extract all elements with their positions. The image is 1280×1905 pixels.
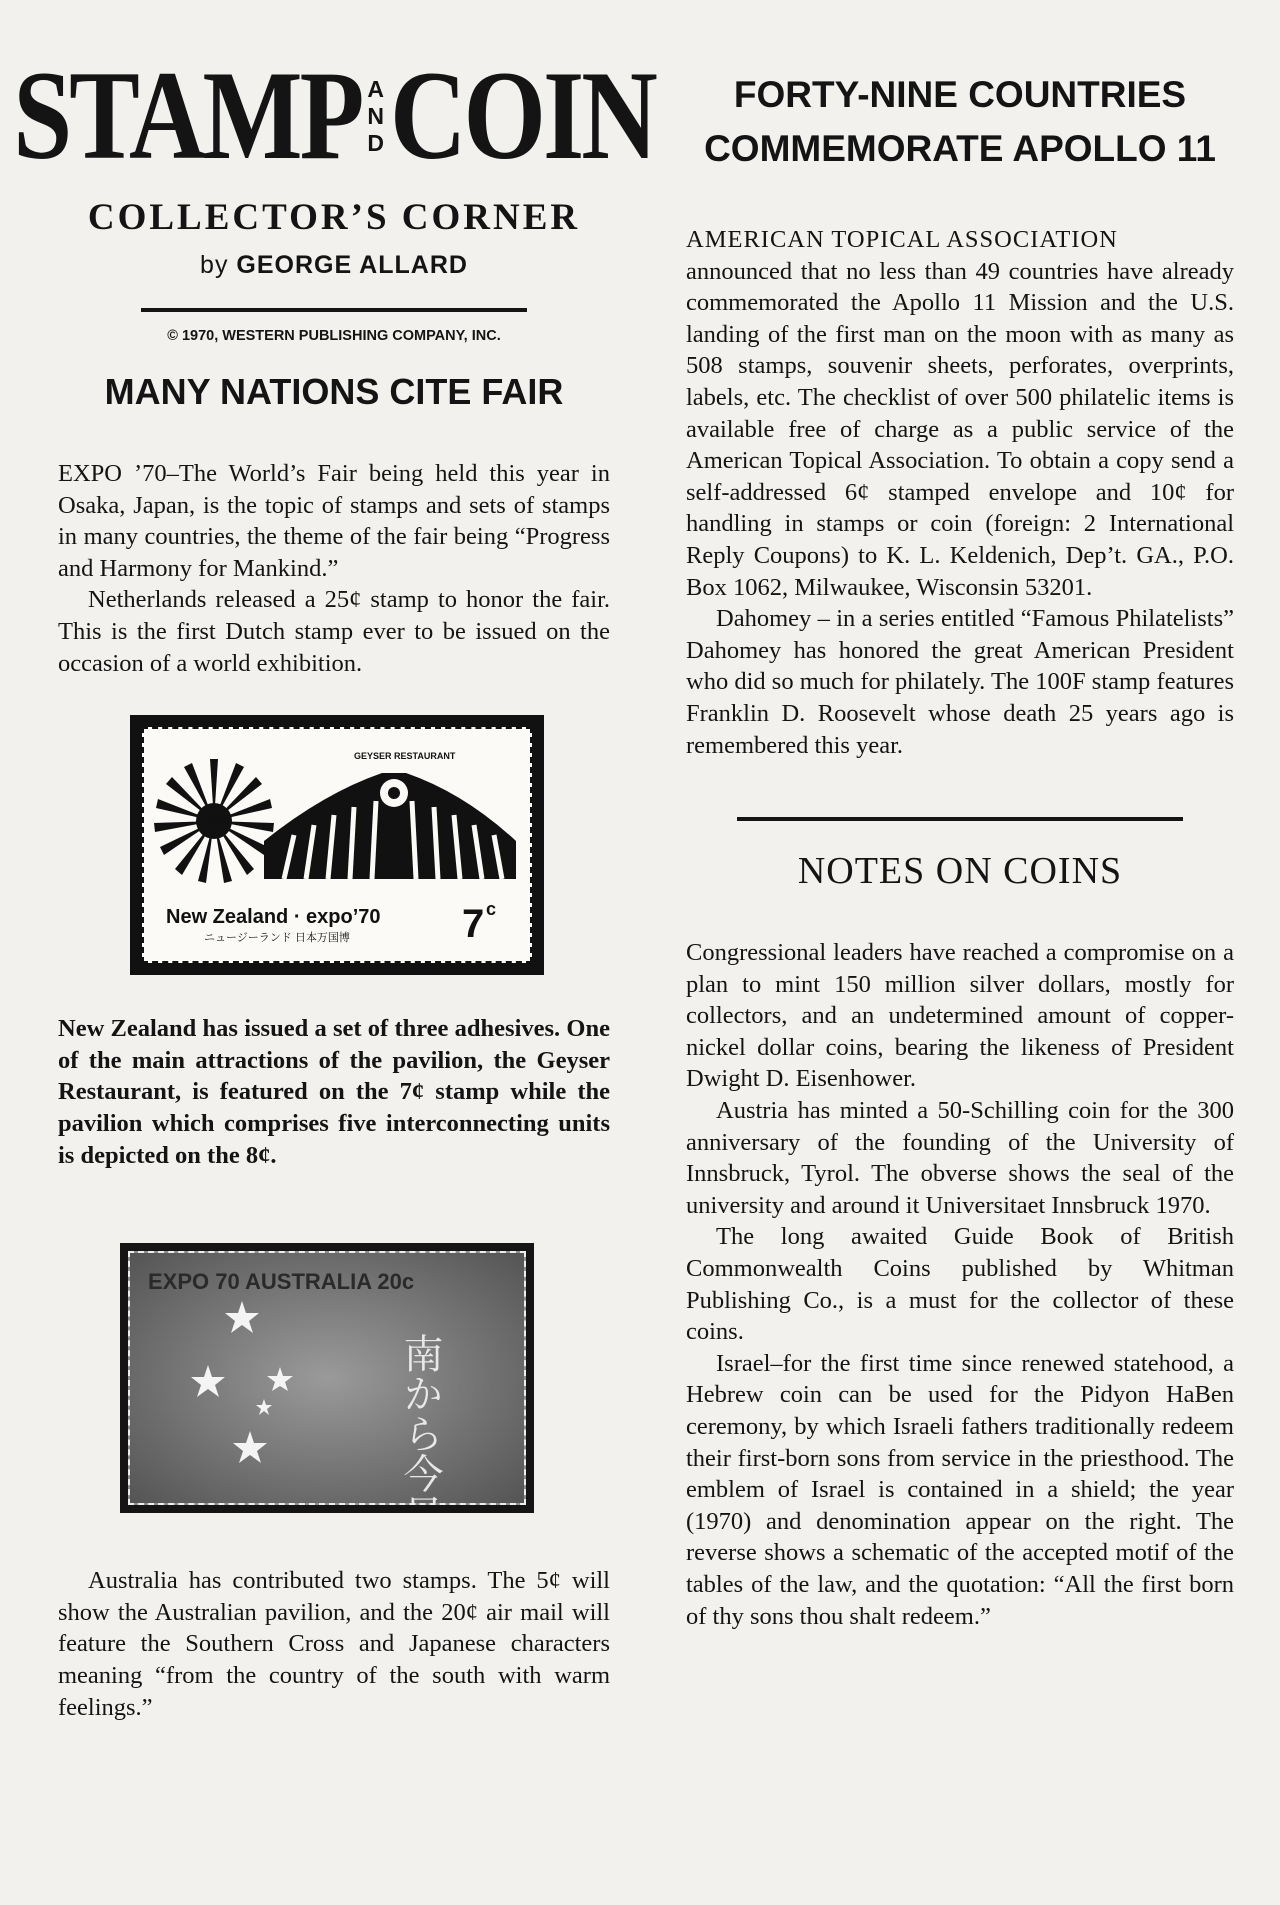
masthead-stamp: STAMP xyxy=(13,45,362,186)
paragraph-netherlands: Netherlands released a 25¢ stamp to honor the fair. This is the first Dutch stamp ever to be issued on the occasion of a world exhibition. xyxy=(58,586,610,677)
headline-coins: NOTES ON COINS xyxy=(797,850,1123,893)
byline-by: by xyxy=(200,251,229,279)
byline xyxy=(58,251,610,280)
paragraph-guide-book: The long awaited Guide Book of British Commonwealth Coins published by Whitman Publishing Co., is a must for the collector of these coins. xyxy=(686,1223,1234,1346)
paragraph-dahomey: Dahomey – in a series entitled “Famous Philatelists” Dahomey has honored the great American President who did so much for philately. The 100F stamp features Franklin D. Roosevelt whose death 25 years ago is remembered this year. xyxy=(686,605,1234,759)
paragraph-ata-lead: AMERICAN TOPICAL ASSOCIATION xyxy=(686,226,1118,253)
copyright-notice: © 1970, WESTERN PUBLISHING COMPANY, INC. xyxy=(167,328,501,344)
stamp-country-label: New Zealand · expo’70 xyxy=(166,906,381,929)
paragraph-israel: Israel–for the first time since renewed statehood, a Hebrew coin can be used for the Pidyon HaBen ceremony, by which Israeli fathers traditionally redeem their first-born sons from service in the priesthood. The emblem of Israel is contained in a shield; the year (1970) and denomination appear on the right. The reverse shows a schematic of the accepted motif of the tables of the law, and the quotation: “All the first born of thy sons thou shalt redeem.” xyxy=(686,1349,1234,1630)
stamp-japanese-label: ニュージーランド 日本万国博 xyxy=(204,932,350,945)
paragraph-australia: Australia has contributed two stamps. The 5¢ will show the Australian pavilion, and the 20¢ air mail will feature the Southern Cross and Japanese characters meaning “from the country of the south with warm feelings.” xyxy=(58,1567,610,1721)
masthead-and-n: N xyxy=(367,102,384,129)
headline-apollo-line1: FORTY-NINE COUNTRIES xyxy=(733,74,1187,115)
headline-apollo xyxy=(686,68,1234,176)
stamp-value: 7 xyxy=(462,902,485,947)
japanese-characters: 南から今日は xyxy=(398,1333,442,1504)
paragraph-austria: Austria has minted a 50-Schilling coin for the 300 anniversary of the founding of the University of Innsbruck, Tyrol. The obverse shows the seal of the university and around it Universitaet Innsbruck 1970. xyxy=(686,1097,1234,1219)
masthead-and xyxy=(367,76,384,157)
stamp-value-unit: c xyxy=(486,899,497,920)
masthead-and-d: D xyxy=(367,129,384,156)
headline-apollo-line2: COMMEMORATE APOLLO 11 xyxy=(704,128,1216,169)
sunburst-icon xyxy=(154,759,274,883)
pavilion-icon xyxy=(264,773,516,879)
left-column xyxy=(13,45,655,1723)
paragraph-new-zealand: New Zealand has issued a set of three adhesives. One of the main attractions of the pavilion, the Geyser Restaurant, is featured on the 7¢ stamp while the pavilion which comprises five interconnecting units is depicted on the 8¢. xyxy=(58,1015,610,1169)
masthead xyxy=(13,45,655,186)
stamp-new-zealand xyxy=(130,715,544,975)
southern-cross-illustration xyxy=(130,1253,524,1503)
column-subtitle: COLLECTOR’S CORNER xyxy=(87,197,581,238)
masthead-coin: COIN xyxy=(389,45,655,186)
apollo-article xyxy=(686,224,1234,761)
divider-rule xyxy=(737,817,1183,821)
paragraph-congress: Congressional leaders have reached a compromise on a plan to mint 150 million silver dollars, mostly for collectors, and an undetermined amount of copper-nickel dollar coins, bearing the likeness of President Dwight D. Eisenhower. xyxy=(686,939,1234,1093)
stamp-top-label: GEYSER RESTAURANT xyxy=(354,751,456,762)
divider-rule xyxy=(141,308,527,312)
headline-fair: MANY NATIONS CITE FAIR xyxy=(104,371,564,412)
masthead-and-a: A xyxy=(367,75,384,102)
coins-article xyxy=(686,937,1234,1632)
byline-author: GEORGE ALLARD xyxy=(236,251,468,279)
stamp-top-label: EXPO 70 AUSTRALIA 20c xyxy=(148,1269,415,1295)
right-column xyxy=(686,68,1234,1632)
paragraph-expo: EXPO ’70–The World’s Fair being held this year in Osaka, Japan, is the topic of stamps and sets of stamps in many countries, the theme of the fair being “Progress and Harmony for Mankind.” xyxy=(58,460,610,582)
geyser-restaurant-illustration xyxy=(144,729,530,961)
stamp-australia xyxy=(120,1243,534,1513)
paragraph-ata: announced that no less than 49 countries have already commemorated the Apollo 11 Mission and the U.S. landing of the first man on the moon with as many as 508 stamps, souvenir sheets, perforates, overprints, labels, etc. The checklist of over 500 philatelic items is available free of charge as a public service of the American Topical Association. To obtain a copy send a self-addressed 6¢ stamped envelope and 10¢ for handling in stamps or coin (foreign: 2 International Reply Coupons) to K. L. Keldenich, Dep’t. GA., P.O. Box 1062, Milwaukee, Wisconsin 53201. xyxy=(686,257,1234,601)
